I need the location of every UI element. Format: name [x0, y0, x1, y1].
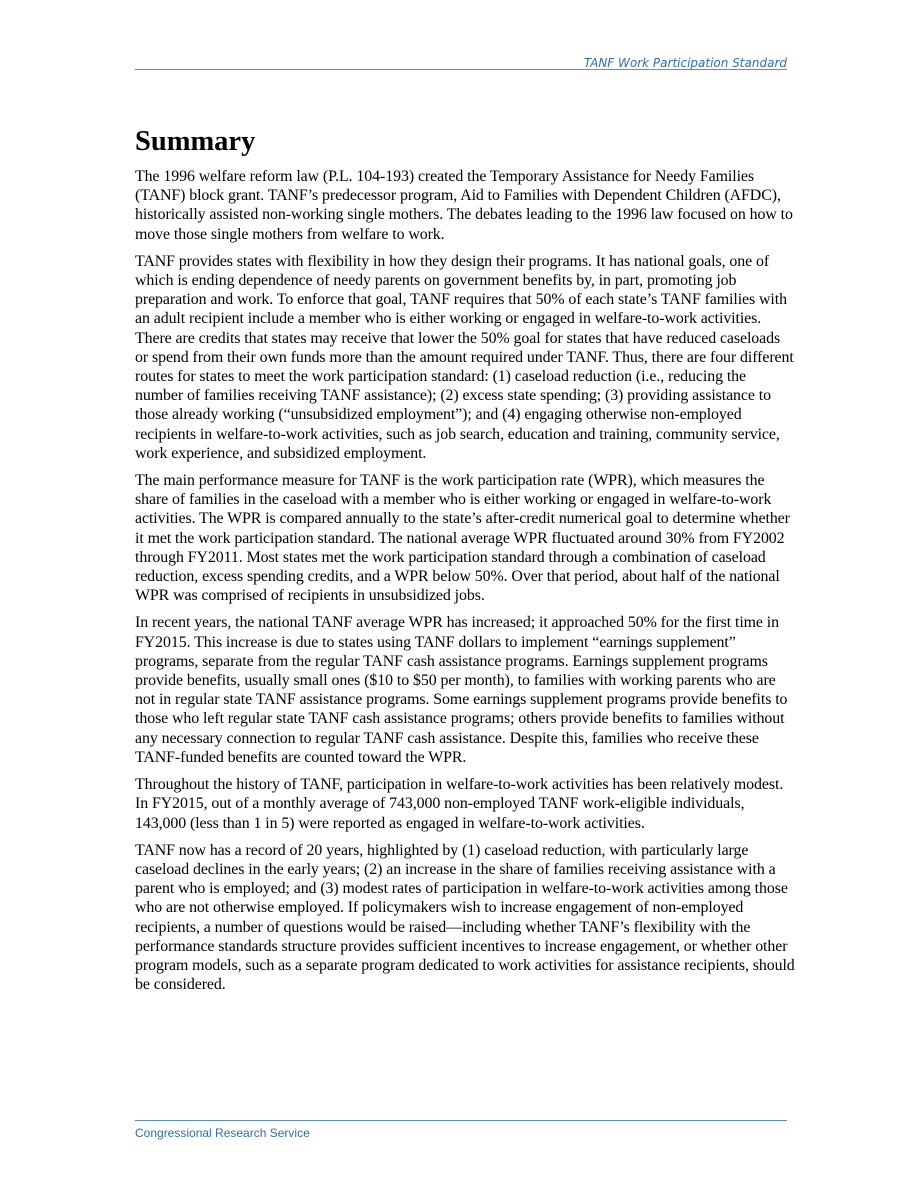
summary-paragraph-2: TANF provides states with flexibility in how they design their programs. It has national goals, one of which is ending dependence of needy parents on government benefits by, in part, promoting job preparation and work. To enforce that goal, TANF requires that 50% of each state’s TANF families with an adult recipient include a member who is either working or engaged in welfare-to-work activities. There are credits that states may receive that lower the 50% goal for states that have reduced caseloads or spend from their own funds more than the amount required under TANF. Thus, there are four different routes for states to meet the work participation standard: (1) caseload reduction (i.e., reducing the number of families receiving TANF assistance); (2) excess state spending; (3) providing assistance to those already working (“unsubsidized employment”); and (4) engaging otherwise non-employed recipients in welfare-to-work activities, such as job search, education and training, community service, work experience, and subsidized employment. [135, 252, 794, 462]
page-footer [135, 1120, 787, 1142]
footer-publisher: Congressional Research Service [135, 1126, 310, 1140]
summary-section [135, 124, 795, 1002]
running-header [135, 53, 787, 70]
running-header-title: TANF Work Participation Standard [583, 56, 787, 70]
summary-paragraph-6: TANF now has a record of 20 years, highlighted by (1) caseload reduction, with particularly large caseload declines in the early years; (2) an increase in the share of families receiving assistance with a parent who is employed; and (3) modest rates of participation in welfare-to-work activities among those who are not otherwise employed. If policymakers wish to increase engagement of non-employed recipients, a number of questions would be raised—including whether TANF’s flexibility with the performance standards structure provides sufficient incentives to increase engagement, or whether other program models, such as a separate program dedicated to work activities for assistance recipients, should be considered. [135, 841, 795, 994]
summary-paragraph-5: Throughout the history of TANF, participation in welfare-to-work activities has been relatively modest. In FY2015, out of a monthly average of 743,000 non-employed TANF work-eligible individuals, 143,000 (less than 1 in 5) were reported as engaged in welfare-to-work activities. [135, 776, 784, 832]
summary-paragraph-3: The main performance measure for TANF is the work participation rate (WPR), which measures the share of families in the caseload with a member who is either working or engaged in welfare-to-work activities. The WPR is compared annually to the state’s after-credit numerical goal to determine whether it met the work participation standard. The national average WPR fluctuated around 30% from FY2002 through FY2011. Most states met the work participation standard through a combination of caseload reduction, excess spending credits, and a WPR below 50%. Over that period, about half of the national WPR was comprised of recipients in unsubsidized jobs. [135, 472, 790, 605]
summary-paragraph-1: The 1996 welfare reform law (P.L. 104-193) created the Temporary Assistance for Needy Families (TANF) block grant. TANF’s predecessor program, Aid to Families with Dependent Children (AFDC), historically assisted non-working single mothers. The debates leading to the 1996 law focused on how to move those single mothers from welfare to work. [135, 168, 793, 243]
page-title: Summary [135, 126, 256, 157]
summary-paragraph-4: In recent years, the national TANF average WPR has increased; it approached 50% for the first time in FY2015. This increase is due to states using TANF dollars to implement “earnings supplement” programs, separate from the regular TANF cash assistance programs. Earnings supplement programs provide benefits, usually small ones ($10 to $50 per month), to families with working parents who are not in regular state TANF assistance programs. Some earnings supplement programs provide benefits to those who left regular state TANF cash assistance programs; others provide benefits to families without any necessary connection to regular TANF cash assistance. Despite this, families who receive these TANF-funded benefits are counted toward the WPR. [135, 614, 788, 766]
